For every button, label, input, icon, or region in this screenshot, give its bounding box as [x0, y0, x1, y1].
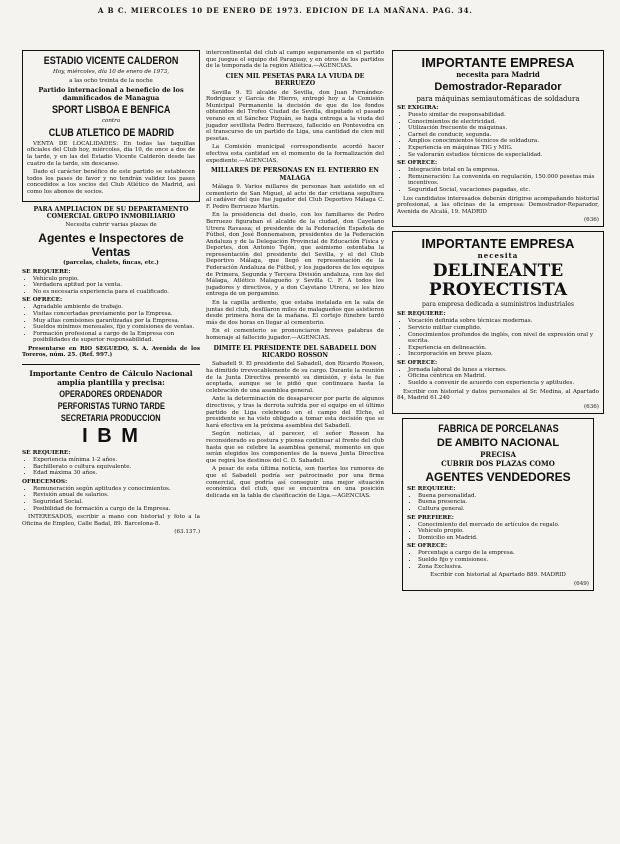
estadio-time: a las ocho treinta de la noche — [69, 77, 153, 84]
estadio-note: Dado el carácter benéfico de este partido se establecen todos los pases de favor y no tendrán validez los pases concedidos a los socios del Club Atlético de Madrid, así como los abonos de socios. — [27, 169, 195, 195]
ibm-ad — [22, 369, 200, 535]
fab-contact: Escribir con historial al Apartado 889. MADRID — [430, 572, 566, 579]
fab-ofrece-label: SE OFRECE: — [407, 543, 448, 550]
list-item: • Vocación definida sobre técnicas modernas. — [408, 318, 599, 325]
ibm-ofrece-label: OFRECEMOS: — [22, 478, 68, 485]
column-middle — [206, 50, 384, 836]
list-item: • Sueldos mínimos mensuales, fijo y comisiones de ventas. — [33, 324, 200, 331]
cien-headline: CIEN MIL PESETAS PARA LA VIUDA DE BERRUEZO — [225, 72, 365, 88]
delineante-ad — [392, 231, 604, 414]
list-item: • Oficina céntrica en Madrid. — [408, 373, 599, 380]
fab-t2: DE AMBITO NACIONAL — [436, 436, 560, 449]
miles-headline: MILLARES DE PERSONAS EN EL ENTIERRO EN MALAGA — [211, 167, 379, 182]
list-item: • Remuneración: La convenida en regulación, 150.000 pesetas más incentivos. — [408, 174, 599, 187]
demo-ref: (636) — [583, 217, 599, 224]
list-item: • Incorporación en breve plazo. — [408, 351, 599, 358]
column-right — [392, 50, 604, 836]
demo-contact: Los candidatos interesados deberán dirigirse acompañando historial profesional, a las oficinas de la empresa: Demostrador-Reparador, Avenida de Alcalá, 19. MADRID — [397, 195, 599, 215]
list-item: • Buena personalidad. — [418, 493, 589, 500]
list-item: • Posibilidad de formación a cargo de la Empresa. — [33, 506, 200, 513]
estadio-body: VENTA DE LOCALIDADES: En todas las taquillas oficiales del Club hoy, miércoles, día 10, de once a dos de la tarde, y en las del Estadio Vicente Calderón desde las cuatro de la tarde, sin descanso. — [27, 140, 195, 167]
dimite-headline: DIMITE EL PRESIDENTE DEL SABADELL DON RICARDO ROSSON — [213, 344, 377, 359]
delin-req-label: SE REQUIERE: — [397, 311, 446, 318]
list-item: • Verdadera aptitud por la venta. — [33, 282, 200, 289]
list-item: • Integración total en la empresa. — [408, 167, 599, 174]
list-item: • Sueldo a convenir de acuerdo con experiencia y aptitudes. — [408, 380, 599, 387]
list-item: • Remuneración según aptitudes y conocimientos. — [33, 486, 200, 493]
list-item: • Conocimientos profundos de inglés, con nivel de expresión oral y escrita. — [408, 332, 599, 345]
agentes-req-label: SE REQUIERE: — [22, 268, 71, 275]
ibm-ofrece-list — [22, 486, 200, 512]
list-item: • No es necesaria experiencia para el cualificado. — [33, 289, 200, 296]
delin-ref: (636) — [583, 403, 599, 410]
list-item: • Experiencia mínima 1-2 años. — [33, 457, 200, 464]
list-item: • Conocimiento del mercado de artículos de regalo. — [418, 522, 589, 529]
demo-t4: para máquinas semiautomáticas de soldadura — [416, 94, 580, 103]
list-item: • Porcentaje a cargo de la empresa. — [418, 550, 589, 557]
demo-ofrece-list — [397, 167, 599, 193]
demo-exige-label: SE EXIGIRA: — [397, 105, 439, 111]
estadio-team1: SPORT LISBOA E BENFICA — [51, 104, 171, 117]
list-item: • Zona Exclusiva. — [418, 564, 589, 571]
estadio-ad — [22, 50, 200, 202]
delin-t3: DELINEANTE — [432, 260, 564, 281]
agentes-title: Agentes e Inspectores de Ventas — [38, 230, 184, 259]
list-item: • Vehículo propio. — [33, 276, 200, 283]
list-item: • Domicilio en Madrid. — [418, 535, 589, 542]
demostrador-ad — [392, 50, 604, 227]
list-item: • Conocimientos de electricidad. — [408, 119, 599, 126]
list-item: • Amplios conocimientos técnicos de soldadura. — [408, 138, 599, 145]
fab-t5: AGENTES VENDEDORES — [425, 469, 571, 484]
agentes-ad — [22, 206, 200, 366]
list-item: • Seguridad Social. — [33, 499, 200, 506]
list-item: • Servicio militar cumplido. — [408, 325, 599, 332]
agentes-sub: (parcelas, chalets, fincas, etc.) — [63, 259, 159, 266]
column-left — [22, 50, 200, 836]
fab-pref-list — [407, 522, 589, 542]
ibm-pos1: OPERADORES ORDENADOR — [59, 389, 163, 400]
list-item: • Se valorarán estudios técnicos de especialidad. — [408, 152, 599, 159]
list-item: • Carnet de conducir, segunda. — [408, 132, 599, 139]
list-item: • Puesto similar de responsabilidad. — [408, 112, 599, 119]
list-item: • Experiencia en delineación. — [408, 345, 599, 352]
list-item: • Muy altas comisiones garantizadas por la Empresa. — [33, 318, 200, 325]
ibm-pos2: PERFORISTAS TURNO TARDE — [57, 401, 165, 412]
delin-t2: necesita — [477, 251, 519, 261]
demo-exige-list — [397, 112, 599, 158]
paragraph: A pesar de esta última noticia, son fuertes los rumores de que el Sabadell podría ser patrocinado por una firma comercial, que podría así conseguir una mejor situación económica del club, que se encuentra en una posición delicada en la tabla de clasificación de Liga.—AGENCIAS. — [206, 466, 384, 499]
list-item: • Visitas concertadas previamente por la Empresa. — [33, 311, 200, 318]
agentes-ofrece-label: SE OFRECE: — [22, 297, 63, 304]
fab-t3: PRECISA — [480, 449, 516, 459]
porcelanas-ad — [402, 418, 594, 591]
fab-t4: CUBRIR DOS PLAZAS COMO — [441, 459, 555, 469]
demo-t2: necesita para Madrid — [456, 70, 540, 79]
fab-pref-label: SE PREFIERE: — [407, 514, 454, 521]
delin-ofrece-list — [397, 367, 599, 387]
delin-t4: PROYECTISTA — [428, 279, 568, 300]
estadio-contra: contra — [101, 118, 121, 125]
ibm-pos3: SECRETARIA PRODUCCION — [61, 413, 161, 424]
list-item: • Formación profesional a cargo de la Empresa con posibilidades de superior responsabilidad. — [33, 331, 200, 344]
estadio-team2: CLUB ATLETICO DE MADRID — [48, 126, 174, 139]
paragraph: En el cementerio se pronunciaron breves palabras de homenaje al fallecido jugador.—AGENCIAS. — [206, 328, 384, 341]
delin-req-list — [397, 318, 599, 358]
fab-req-label: SE REQUIERE: — [407, 485, 456, 492]
paragraph: Ante la determinación de desaparecer por parte de algunos directivos, y tras la derrota sufrida por el equipo en el último partido de Liga celebrado en el campo del Elche, el presidente se ha visto obligado a tomar esta decisión que se hará efectiva en la próxima asamblea del Sabadell. — [206, 396, 384, 429]
list-item: • Vehículo propio. — [418, 528, 589, 535]
estadio-title: ESTADIO VICENTE CALDERON — [43, 55, 179, 67]
delin-contact: Escribir con historial y datos personales al Sr. Medina, al Apartado 84, Madrid 61.240 — [397, 388, 599, 402]
ibm-ref: (63.137.) — [174, 529, 200, 536]
agentes-req-list — [22, 276, 200, 296]
paragraph: En la presidencia del duelo, con los familiares de Pedro Berruezo figuraban el alcalde de la ciudad, don Cayetano Utrera Ravassa; el presidente de la Federación Española de Fútbol, don José Bonnemaison, presidentes de la Federación Andaluza y de la Delegación Provincial de Educación Física y Deportes, don Antonio Tejón, que asimismo ostentaba la representación del presidente del Sevilla, y el del Club Deportivo Málaga, que llegó en representación de la Federación Andaluza de Fútbol, y los jugadores de los equipos de Primera, Segunda y Tercera División andaluza, con los del Málaga, Atlético Malagueño y Sevilla C. F. A todos los jugadores y directivos, y a don Cayetano Utrera, se les hizo entrega de un pergamino. — [206, 212, 384, 298]
ibm-req-list — [22, 457, 200, 477]
page-header: A B C. MIERCOLES 10 DE ENERO DE 1973. EDICION DE LA MAÑANA. PAG. 34. — [98, 6, 473, 15]
agentes-need: Necesita cubrir varias plazas de — [65, 222, 157, 229]
delin-ofrece-label: SE OFRECE: — [397, 359, 438, 366]
list-item: • Sueldo fijo y comisiones. — [418, 557, 589, 564]
list-item: • Revisión anual de salarios. — [33, 492, 200, 499]
fab-ref: (649) — [573, 580, 589, 587]
list-item: • Experiencia en máquinas TIG y MIG. — [408, 145, 599, 152]
estadio-event: Partido internacional a beneficio de los damnificados de Managua — [38, 86, 184, 103]
fab-ofrece-list — [407, 550, 589, 570]
list-item: • Seguridad Social, vacaciones pagadas, etc. — [408, 187, 599, 194]
list-item: • Edad máxima 30 años. — [33, 470, 200, 477]
paragraph: Sevilla 9. El alcalde de Sevilla, don Juan Fernández-Rodríguez y García de Hierro, entregó hoy a la Comisión Municipal Permanente la decisión de que de los fondos obtenidos del Trofeo Ciudad de Sevilla, disputado el pasado verano en el Sánchez Pizjuán, se haga entrega a la viuda del jugador sevillista Pedro Berruezo, fallecido en Pontevedra en el transcurso de un partido de Liga, una cantidad de cien mil pesetas. — [206, 89, 384, 142]
agentes-intro: PARA AMPLIACION DE SU DEPARTAMENTO COMERCIAL GRUPO INMOBILIARIO — [33, 205, 189, 220]
delin-t1: IMPORTANTE EMPRESA — [421, 236, 575, 252]
demo-ofrece-label: SE OFRECE: — [397, 160, 438, 167]
list-item: • Jornada laboral de lunes a viernes. — [408, 367, 599, 374]
paragraph: La Comisión municipal correspondiente acordó hacer efectiva esta cantidad en el momento de la formalización del expediente.—AGENCIAS. — [206, 144, 384, 164]
list-item: • Utilización frecuente de máquinas. — [408, 125, 599, 132]
demo-t3: Demostrador-Reparador — [434, 80, 562, 93]
fab-req-list — [407, 493, 589, 513]
list-item: • Cultura general. — [418, 506, 589, 513]
article-continuation: intercontinental del club al campo seguramente en el partido que juegue el equipo del Paraguay, y en otros de los partidos de la temporada de la región Atlética.—AGENCIAS. — [206, 50, 384, 70]
paragraph: En la capilla ardiente, que estaba instalada en la sala de juntas del club, desfilaron miles de malagueños que asistieron desde primera hora de la mañana. El cortejo fúnebre tardó más de dos horas en llegar al cementerio. — [206, 300, 384, 326]
delin-t5: para empresa dedicada a suministros industriales — [422, 300, 574, 308]
estadio-date: Hoy, miércoles, día 10 de enero de 1973, — [52, 69, 170, 75]
agentes-ofrece-list — [22, 304, 200, 344]
fab-t1: FABRICA DE PORCELANAS — [437, 422, 559, 435]
ibm-contact: INTERESADOS, escribir a mano con historial y foto a la Oficina de Empleo, Calle Badal, 89. Barcelona-8. — [22, 514, 200, 527]
list-item: • Agradable ambiente de trabajo. — [33, 304, 200, 311]
ibm-logo: I B M — [82, 425, 140, 448]
ibm-req-label: SE REQUIERE: — [22, 450, 71, 457]
ibm-title: Importante Centro de Cálculo Nacional amplía plantilla y precisa: — [29, 369, 193, 388]
paragraph: Málaga 9. Varios millares de personas han asistido en el cementerio de San Miguel, al acto de dar cristiana sepultura al cadáver del que fue jugador del Club Deportivo Málaga C. F. Pedro Berruezo Martín. — [206, 183, 384, 210]
paragraph: Sabadell 9. El presidente del Sabadell, don Ricardo Rosson, ha dimitido irrevocablemente de su cargo. Durante la reunión de la Junta Directiva presentó su dimisión, y ésta le fue aceptada, aunque se le pidió que continuara hasta la celebración de una asamblea general. — [206, 361, 384, 394]
list-item: • Buena presencia. — [418, 499, 589, 506]
agentes-contact: Presentarse en RIO SEGUEDO, S. A. Avenida de los Toreros, núm. 25. (Ref. 997.) — [22, 345, 200, 359]
paragraph: Según noticias, al parecer, el señor Rosson ha reconsiderado su postura y piensa continuar al frente del club hasta que se celebre la asamblea general, momento en que serán elegidos los componentes de la nueva Junta Directiva que regirá los destinos del C. D. Sabadell. — [206, 431, 384, 464]
list-item: • Bachillerato o cultura equivalente. — [33, 464, 200, 471]
demo-t1: IMPORTANTE EMPRESA — [421, 55, 575, 70]
